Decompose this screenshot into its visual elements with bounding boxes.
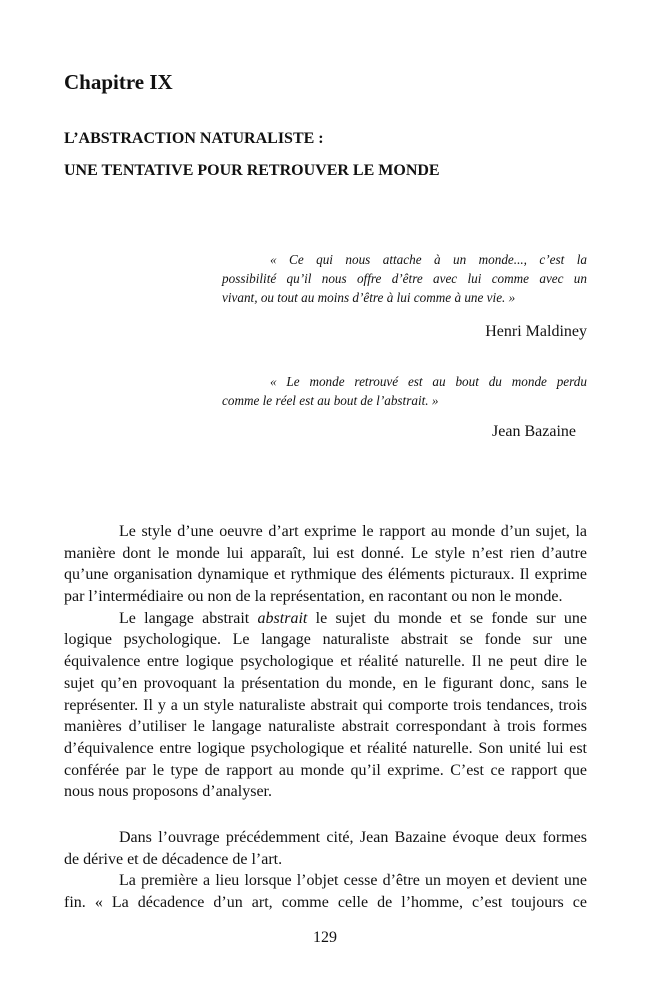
text-line: conférée par le type de rapport au monde qu’il exprime. C’est ce rapport que bbox=[64, 761, 587, 779]
text-line: manière dont le monde lui apparaît, lui est donné. Le style n’est rien d’autre bbox=[64, 544, 587, 562]
text-line: manières d’utiliser le langage naturaliste abstrait correspondant à trois formes bbox=[64, 718, 587, 736]
emphasis: abstrait bbox=[257, 609, 308, 627]
body-section-2 bbox=[64, 827, 587, 914]
text-line: La première a lieu lorsque l’objet cesse d’être un moyen et devient une bbox=[119, 872, 587, 890]
epigraph-line: vivant, ou tout au moins d’être à lui comme à une vie. » bbox=[222, 290, 516, 305]
epigraph-line: comme le réel est au bout de l’abstrait. » bbox=[222, 393, 439, 408]
epigraph-line: « Le monde retrouvé est au bout du monde perdu bbox=[270, 374, 587, 389]
epigraph-author-2: Jean Bazaine bbox=[492, 423, 576, 440]
body-section-1 bbox=[64, 521, 587, 803]
text-line: fin. « La décadence d’un art, comme celle de l’homme, c’est toujours ce bbox=[64, 894, 587, 912]
text-span: le sujet du monde et se fonde sur une bbox=[315, 609, 588, 627]
text-line bbox=[64, 608, 587, 630]
epigraph-2 bbox=[222, 372, 587, 410]
text-line: équivalence entre logique psychologique et réalité naturelle. Il ne peut dire le bbox=[64, 653, 587, 671]
text-line: représenter. Il y a un style naturaliste abstrait qui comporte trois tendances, trois bbox=[64, 696, 587, 714]
text-line: qu’une organisation dynamique et rythmique des éléments picturaux. Il exprime bbox=[64, 566, 587, 584]
epigraph-author-1: Henri Maldiney bbox=[485, 323, 587, 340]
chapter-title-line-2: UNE TENTATIVE POUR RETROUVER LE MONDE bbox=[64, 162, 440, 179]
epigraph-1 bbox=[222, 250, 587, 307]
text-line: d’équivalence entre logique psychologique et réalité naturelle. Son unité lui est bbox=[64, 739, 587, 757]
text-line: Dans l’ouvrage précédemment cité, Jean Bazaine évoque deux formes bbox=[119, 829, 587, 846]
text-line: logique psychologique. Le langage naturaliste abstrait se fonde sur une bbox=[64, 631, 587, 649]
text-line: par l’intermédiaire ou non de la représentation, en racontant ou non le monde. bbox=[64, 588, 563, 606]
text-line: sujet qu’en provoquant la présentation du monde, en le figurant donc, sans le bbox=[64, 674, 587, 692]
chapter-heading: Chapitre IX bbox=[64, 70, 173, 94]
text-line: nous nous proposons d’analyser. bbox=[64, 783, 272, 801]
text-span: Le langage abstrait bbox=[119, 609, 250, 627]
epigraph-line: possibilité qu’il nous offre d’être avec lui comme avec un bbox=[222, 271, 587, 286]
epigraph-line: « Ce qui nous attache à un monde..., c’est la bbox=[270, 252, 587, 267]
page-number: 129 bbox=[313, 929, 337, 946]
chapter-title-line-1: L’ABSTRACTION NATURALISTE : bbox=[64, 130, 324, 147]
text-line: Le style d’une oeuvre d’art exprime le rapport au monde d’un sujet, la bbox=[119, 523, 587, 540]
text-line: de dérive et de décadence de l’art. bbox=[64, 850, 283, 868]
